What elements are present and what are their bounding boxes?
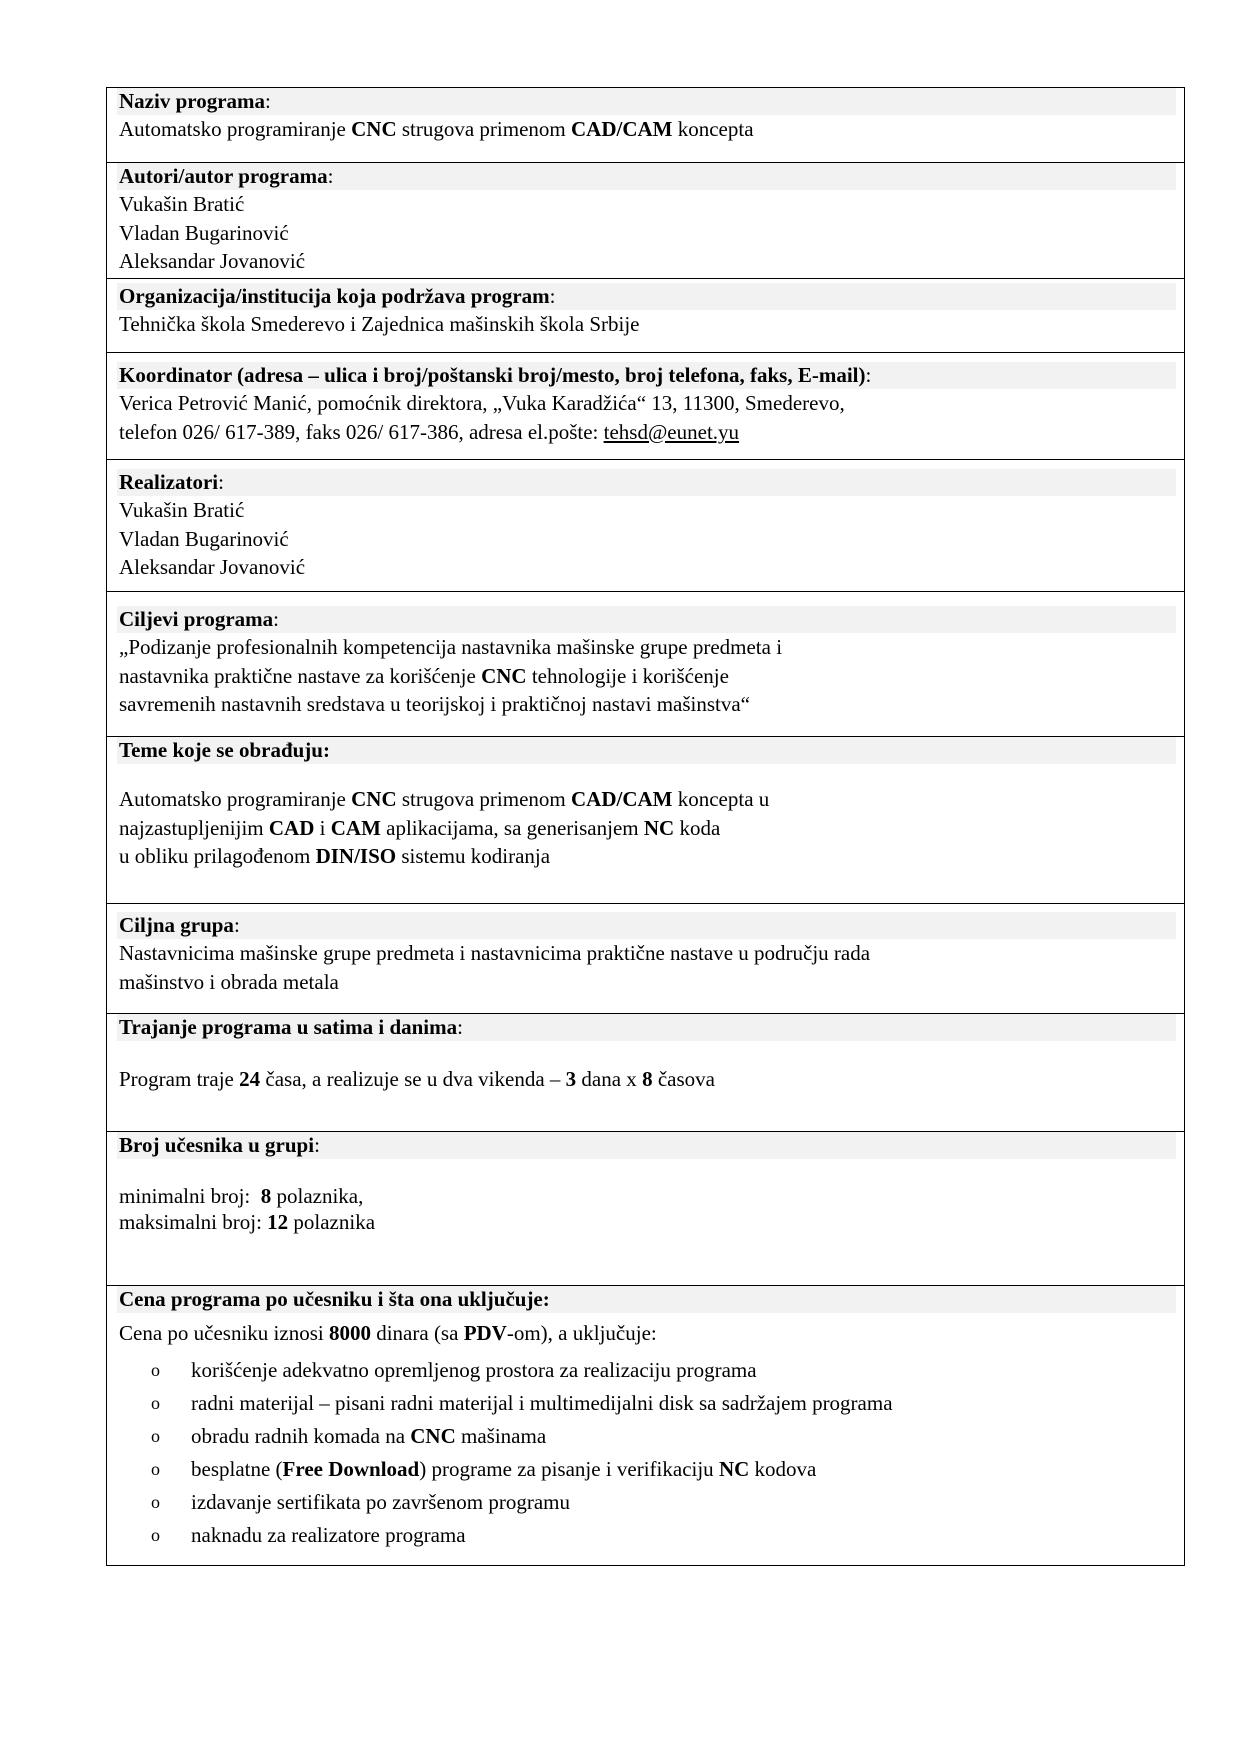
heading-label: Koordinator (adresa – ulica i broj/poštanski broj/mesto, broj telefona, faks, E-mail) <box>119 363 866 387</box>
section-heading <box>117 283 1176 310</box>
section-heading <box>117 362 1176 389</box>
section-ciljna-grupa <box>107 904 1184 1014</box>
text: polaznika, <box>271 1184 364 1208</box>
heading-label: Naziv programa <box>119 89 266 113</box>
realizers-list <box>119 496 1184 582</box>
circle-bullet-icon: o <box>151 1359 160 1380</box>
section-heading <box>117 912 1176 939</box>
price-intro <box>119 1319 1184 1348</box>
text: -om), a uključuje: <box>506 1321 657 1345</box>
text: strugova primenom <box>396 787 571 811</box>
list-item <box>107 1387 1184 1420</box>
text: Automatsko programiranje <box>119 787 352 811</box>
program-name <box>119 115 1184 144</box>
realizer-name: Vukašin Bratić <box>119 498 245 522</box>
section-heading <box>117 88 1176 115</box>
text-bold: NC <box>643 815 675 840</box>
text: Automatsko programiranje <box>119 117 352 141</box>
days-value: 3 <box>565 1067 577 1091</box>
section-heading <box>117 606 1176 633</box>
list-item <box>107 1519 1184 1552</box>
hours-value: 24 <box>239 1067 261 1091</box>
text: strugova primenom <box>396 117 571 141</box>
text-bold: CNC <box>481 663 527 688</box>
price-value: 8000 <box>328 1321 371 1345</box>
section-koordinator <box>107 353 1184 460</box>
text: koda <box>674 815 721 840</box>
heading-colon: : <box>265 89 271 113</box>
heading-label: Realizatori <box>119 470 219 494</box>
text: korišćenje adekvatno opremljenog prostora za realizaciju programa <box>191 1357 757 1382</box>
author-name: Vladan Bugarinović <box>119 220 289 245</box>
circle-bullet-icon: o <box>151 1458 160 1479</box>
list-item <box>107 1354 1184 1387</box>
target-group-text <box>119 939 1184 996</box>
heading-label: Ciljna grupa <box>119 913 234 937</box>
heading-colon: : <box>218 470 224 494</box>
section-autori <box>107 163 1184 279</box>
circle-bullet-icon: o <box>151 1491 160 1512</box>
text-bold: DIN/ISO <box>315 844 397 868</box>
text: Verica Petrović Manić, pomoćnik direktora, „Vuka Karadžića“ 13, 11300, Smederevo, <box>119 391 845 415</box>
text: Cena po učesniku iznosi <box>119 1321 329 1345</box>
text: tehnologije i korišćenje <box>526 663 729 688</box>
text: izdavanje sertifikata po završenom programu <box>191 1489 571 1514</box>
text-bold: PDV <box>463 1321 507 1345</box>
section-heading <box>117 469 1176 496</box>
price-includes-list <box>107 1354 1184 1552</box>
circle-bullet-icon: o <box>151 1524 160 1545</box>
list-item <box>107 1486 1184 1519</box>
text: mašinstvo i obrada metala <box>119 969 339 994</box>
realizer-name: Vladan Bugarinović <box>119 526 289 551</box>
circle-bullet-icon: o <box>151 1425 160 1446</box>
duration-text <box>119 1065 1184 1094</box>
text-bold: NC <box>718 1456 750 1481</box>
coordinator-text <box>119 389 1184 446</box>
text: koncepta <box>672 117 754 141</box>
section-heading <box>117 1132 1176 1159</box>
text: telefon 026/ 617-389, faks 026/ 617-386, adresa el.pošte: <box>119 419 604 444</box>
heading-colon: : <box>233 913 240 937</box>
heading-label: Broj učesnika u grupi <box>119 1133 315 1157</box>
text: maksimalni broj: <box>119 1210 268 1234</box>
text: Tehnička škola Smederevo i Zajednica mašinskih škola Srbije <box>119 312 640 336</box>
heading-label: Autori/autor programa <box>119 164 328 188</box>
hours-per-day-value: 8 <box>642 1067 653 1091</box>
max-participants-value: 12 <box>267 1210 289 1234</box>
text: dinara (sa <box>370 1321 464 1345</box>
text: naknadu za realizatore programa <box>191 1522 466 1547</box>
text: i <box>314 815 331 840</box>
heading-colon: : <box>865 363 872 387</box>
text: koncepta u <box>672 787 770 811</box>
section-heading <box>117 737 1176 764</box>
section-heading <box>117 163 1176 190</box>
text-bold: CNC <box>351 117 397 141</box>
author-name: Vukašin Bratić <box>119 192 245 216</box>
heading-colon: : <box>549 284 556 308</box>
text: minimalni broj: <box>119 1184 261 1208</box>
email-link[interactable]: tehsd@eunet.yu <box>603 419 740 444</box>
circle-bullet-icon: o <box>151 1392 160 1413</box>
participants-text <box>119 1183 1184 1235</box>
heading-label: Trajanje programa u satima i danima <box>119 1015 458 1039</box>
text: savremenih nastavnih sredstava u teorijskoj i praktičnoj nastavi mašinstva“ <box>119 692 751 716</box>
section-broj-ucesnika <box>107 1132 1184 1286</box>
text: u obliku prilagođenom <box>119 844 316 868</box>
text: Program traje <box>119 1067 240 1091</box>
program-info-table <box>106 87 1185 1566</box>
text: najzastupljenijim <box>119 815 269 840</box>
heading-label: Cena programa po učesniku i šta ona uključuje: <box>119 1287 550 1311</box>
text: radni materijal – pisani radni materijal i multimedijalni disk sa sadržajem programa <box>191 1390 893 1415</box>
text: mašinama <box>455 1423 547 1448</box>
text-bold: Free Download <box>282 1456 420 1481</box>
text-bold: CNC <box>410 1423 456 1448</box>
section-trajanje <box>107 1014 1184 1132</box>
realizer-name: Aleksandar Jovanović <box>119 555 306 579</box>
text: kodova <box>749 1456 817 1481</box>
topics-text <box>119 785 1184 871</box>
section-heading <box>117 1014 1176 1041</box>
list-item <box>107 1420 1184 1453</box>
heading-colon: : <box>327 164 334 188</box>
heading-colon: : <box>457 1015 463 1039</box>
text: časa, a realizuje se u dva vikenda – <box>260 1067 566 1091</box>
text: Nastavnicima mašinske grupe predmeta i nastavnicima praktične nastave u području rada <box>119 941 871 965</box>
author-name: Aleksandar Jovanović <box>119 249 306 273</box>
text: polaznika <box>288 1210 376 1234</box>
section-naziv <box>107 88 1184 163</box>
text-bold: CNC <box>351 787 397 811</box>
goals-text <box>119 633 1184 719</box>
heading-colon: : <box>273 607 280 631</box>
text-bold: CAD/CAM <box>571 117 673 141</box>
text: aplikacijama, sa generisanjem <box>380 815 644 840</box>
text: nastavnika praktične nastave za korišćenje <box>119 663 482 688</box>
heading-colon: : <box>314 1133 320 1157</box>
text: besplatne ( <box>191 1456 283 1481</box>
text-bold: CAD <box>268 815 315 840</box>
section-ciljevi <box>107 592 1184 737</box>
text: obradu radnih komada na <box>191 1423 411 1448</box>
section-heading <box>117 1286 1176 1313</box>
text: ) programe za pisanje i verifikaciju <box>419 1456 719 1481</box>
section-cena <box>107 1286 1184 1565</box>
text: dana x <box>576 1067 643 1091</box>
section-realizatori <box>107 460 1184 592</box>
min-participants-value: 8 <box>260 1184 272 1208</box>
heading-label: Ciljevi programa <box>119 607 274 631</box>
authors-list <box>119 190 1184 276</box>
text: sistemu kodiranja <box>396 844 551 868</box>
section-teme <box>107 737 1184 904</box>
heading-label: Teme koje se obrađuju: <box>119 738 330 762</box>
text-bold: CAD/CAM <box>571 787 673 811</box>
heading-label: Organizacija/institucija koja podržava program <box>119 284 550 308</box>
text: časova <box>652 1067 715 1091</box>
text-bold: CAM <box>330 815 381 840</box>
organization-text <box>119 310 1184 339</box>
list-item <box>107 1453 1184 1486</box>
text: „Podizanje profesionalnih kompetencija nastavnika mašinske grupe predmeta i <box>119 635 783 659</box>
section-organizacija <box>107 279 1184 353</box>
